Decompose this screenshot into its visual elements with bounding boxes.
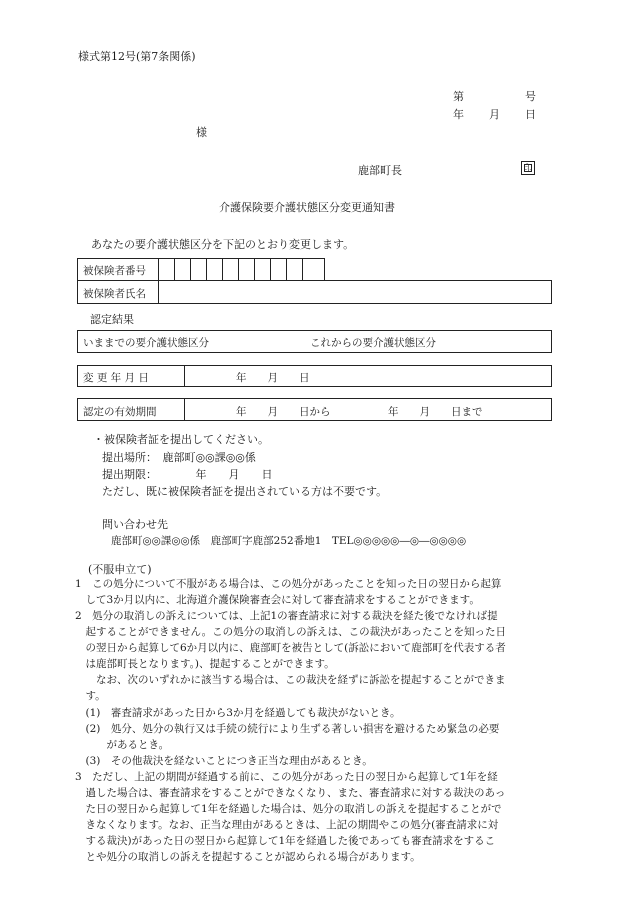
appeal-line: (1) 審査請求があった日から3か月を経過しても裁決がないとき。 bbox=[75, 707, 401, 719]
digit-cell bbox=[222, 259, 223, 280]
digit-cell bbox=[206, 259, 207, 280]
insured-name-label: 被保険者氏名 bbox=[83, 288, 146, 300]
seal-mark: 印 bbox=[521, 161, 535, 175]
appeal-line: きなくなります。なお、正当な理由があるときは、上記の期間やこの処分(審査請求に対 bbox=[75, 819, 499, 831]
insured-number-row bbox=[77, 258, 325, 281]
submission-bullet: ・被保険者証を提出してください。 bbox=[93, 433, 269, 446]
appeal-line: する裁決)があった日の翌日から起算して1年を経過した後であっても審査請求をするこ bbox=[75, 835, 496, 847]
contact-heading: 問い合わせ先 bbox=[102, 518, 168, 531]
appeal-line: た日の翌日から起算して1年を経過した場合は、処分の取消しの訴えを提起することがで bbox=[75, 803, 502, 815]
change-date-row bbox=[77, 365, 552, 387]
appeal-line: して3か月以内に、北海道介護保険審査会に対して審査請求をすることができます。 bbox=[75, 594, 480, 606]
appeal-line: とや処分の取消しの訴えを提起することが認められる場合があります。 bbox=[75, 851, 421, 863]
change-date-divider bbox=[184, 366, 185, 386]
name-cell-divider bbox=[158, 281, 159, 303]
insured-number-label: 被保険者番号 bbox=[83, 265, 146, 277]
appeal-line: (2) 処分、処分の執行又は手続の続行により生ずる著しい損害を避けるため緊急の必要 bbox=[75, 723, 500, 735]
appeal-line: の翌日から起算して6か月以内に、鹿部町を被告として(訴訟において鹿部町を代表する者 bbox=[75, 642, 506, 654]
appeal-line: す。 bbox=[75, 690, 106, 702]
digit-cell bbox=[190, 259, 191, 280]
document-title: 介護保険要介護状態区分変更通知書 bbox=[219, 201, 395, 214]
digit-cell bbox=[238, 259, 239, 280]
appeal-heading: (不服申立て) bbox=[88, 563, 152, 576]
appeal-line: なお、次のいずれかに該当する場合は、この裁決を経ずに訴訟を提起することができま bbox=[75, 674, 506, 686]
appeal-line: があるとき。 bbox=[75, 739, 170, 751]
validity-to: 年 月 日まで bbox=[388, 406, 483, 418]
appeal-line: 過した場合は、審査請求をすることができなくなり、また、審査請求に対する裁決のあっ bbox=[75, 787, 506, 799]
digit-cell bbox=[174, 259, 175, 280]
validity-label: 認定の有効期間 bbox=[83, 406, 157, 418]
appeal-line: 3 ただし、上記の期間が経過する前に、この処分があった日の翌日から起算して1年を経 bbox=[75, 771, 498, 783]
appeal-line: 2 処分の取消しの訴えについては、上記1の審査請求に対する裁決を経た後でなければ提 bbox=[75, 610, 498, 622]
status-row bbox=[77, 330, 552, 353]
result-heading: 認定結果 bbox=[90, 313, 134, 326]
contact-detail: 鹿部町◎◎課◎◎係 鹿部町字鹿部252番地1 TEL◎◎◎◎◎―◎―◎◎◎◎ bbox=[111, 535, 467, 547]
appeal-line: は鹿部町長となります。)、提起することができます。 bbox=[75, 658, 335, 670]
date-month-label: 月 bbox=[489, 108, 500, 121]
date-day-label: 日 bbox=[525, 108, 536, 121]
form-number: 様式第12号(第7条関係) bbox=[78, 50, 196, 63]
addressee-suffix: 様 bbox=[196, 126, 207, 139]
validity-from: 年 月 日から bbox=[236, 406, 331, 418]
appeal-line: 起することができません。この処分の取消しの訴えは、この裁決があったことを知った日 bbox=[75, 626, 507, 638]
digit-cell bbox=[158, 259, 159, 280]
appeal-line: 1 この処分について不服がある場合は、この処分があったことを知った日の翌日から起算 bbox=[75, 578, 502, 590]
digit-cell bbox=[302, 259, 303, 280]
digit-cell bbox=[254, 259, 255, 280]
number-label-go: 号 bbox=[525, 90, 536, 103]
appeal-line: (3) その他裁決を経ないことにつき正当な理由があるとき。 bbox=[75, 755, 373, 767]
date-year-label: 年 bbox=[453, 108, 464, 121]
sender-name: 鹿部町長 bbox=[358, 164, 402, 177]
submission-note: ただし、既に被保険者証を提出されている方は不要です。 bbox=[102, 485, 388, 498]
change-date-value: 年 月 日 bbox=[236, 372, 310, 384]
new-status-label: これからの要介護状態区分 bbox=[310, 337, 436, 349]
submission-place: 提出場所： 鹿部町◎◎課◎◎係 bbox=[102, 451, 256, 464]
number-label-dai: 第 bbox=[453, 90, 464, 103]
digit-cell bbox=[270, 259, 271, 280]
change-date-label: 変 更 年 月 日 bbox=[83, 372, 149, 384]
submission-deadline: 提出期限： 年 月 日 bbox=[102, 468, 273, 481]
validity-row bbox=[77, 398, 552, 421]
validity-divider bbox=[184, 399, 185, 420]
intro-text: あなたの要介護状態区分を下記のとおり変更します。 bbox=[91, 238, 355, 251]
digit-cell bbox=[286, 259, 287, 280]
insured-name-row bbox=[77, 280, 552, 304]
previous-status-label: いままでの要介護状態区分 bbox=[83, 337, 209, 349]
